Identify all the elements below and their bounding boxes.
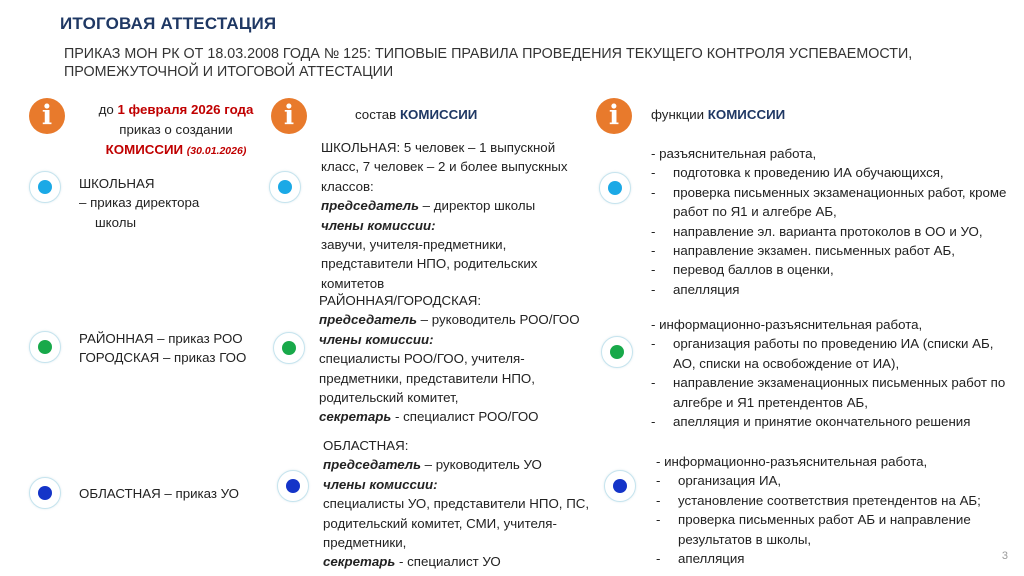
school-dot-icon [29, 171, 61, 203]
list-item: - направление экзаменационных письменных работ по алгебре и Я1 претендентов АБ, [651, 373, 1013, 412]
region-dot-icon [29, 477, 61, 509]
region-members-label: члены комиссии: [323, 476, 438, 492]
region-dot-icon [604, 470, 636, 502]
school-order-l1: ШКОЛЬНАЯ [79, 176, 155, 191]
list-item: - подготовка к проведению ИА обучающихся, [651, 163, 1011, 182]
district-dot-icon [601, 336, 633, 368]
list-item: - проверка письменных экзаменационных работ, кроме работ по Я1 и алгебре АБ, [651, 183, 1011, 222]
school-composition-intro: ШКОЛЬНАЯ: 5 человек – 1 выпускной класс, 7 человек – 2 и более выпускных классов: [321, 140, 568, 194]
region-members-text: специалисты УО, представители НПО, ПС, родительский комитет, СМИ, учителя-предметники, [323, 496, 590, 551]
school-order-l2: – приказ директора [79, 195, 200, 211]
list-item: - направление эл. варианта протоколов в ОО и УО, [651, 222, 1011, 241]
district-functions [651, 315, 1013, 431]
region-functions-intro: - информационно-разъяснительная работа, [656, 454, 928, 469]
col1-header-commission: КОМИССИИ [105, 142, 184, 157]
school-members-text: завучи, учителя-предметники, представители НПО, родительских комитетов [321, 237, 538, 291]
col2-header-bold: КОМИССИИ [399, 107, 478, 122]
list-item: - апелляция [656, 549, 1014, 568]
district-secretary-label: секретарь [319, 409, 392, 425]
region-functions [656, 452, 1014, 568]
district-members-text: специалисты РОО/ГОО, учителя-предметники, представители НПО, родительский комитет, [319, 351, 535, 406]
list-item: - апелляция и принятие окончательного решения [651, 412, 1013, 431]
deadline-date: 1 февраля 2026 года [117, 102, 254, 117]
school-members-label: члены комиссии: [321, 217, 436, 233]
region-order [79, 484, 269, 503]
list-item: - направление экзамен. письменных работ АБ, [651, 241, 1011, 260]
region-order-l1: ОБЛАСТНАЯ – приказ УО [79, 486, 240, 501]
col2-header [355, 107, 477, 122]
district-secretary-text: - специалист РОО/ГОО [391, 409, 539, 425]
school-chair-text: – директор школы [418, 198, 536, 214]
district-order-l1: РАЙОННАЯ – приказ РОО [79, 331, 243, 346]
district-chair-label: председатель [319, 312, 417, 328]
col1-header-line2: приказ о создании [119, 122, 233, 137]
region-chair-label: председатель [323, 457, 421, 473]
list-item: - апелляция [651, 280, 1011, 299]
district-composition [319, 291, 599, 427]
district-chair-text: – руководитель РОО/ГОО [416, 312, 580, 328]
school-order-l3: школы [95, 214, 137, 230]
info-icon: i [596, 98, 632, 134]
region-composition [323, 436, 591, 572]
region-dot-icon [277, 470, 309, 502]
col1-header-note: (30.01.2026) [186, 145, 247, 157]
district-functions-intro: - информационно-разъяснительная работа, [651, 317, 923, 332]
page-subtitle: ПРИКАЗ МОН РК ОТ 18.03.2008 ГОДА № 125: ТИПОВЫЕ ПРАВИЛА ПРОВЕДЕНИЯ ТЕКУЩЕГО КОНТРОЛЯ УСПЕВАЕМОСТИ, ПРОМЕЖУТОЧНОЙ И ИТОГОВОЙ АТТЕСТАЦИИ [64, 46, 913, 80]
region-composition-title: ОБЛАСТНАЯ: [323, 438, 409, 453]
list-item: - проверка письменных работ АБ и направление результатов в школы, [656, 510, 1014, 549]
info-icon: i [271, 98, 307, 134]
info-icon: i [29, 98, 65, 134]
col1-header [84, 100, 268, 161]
region-secretary-text: - специалист УО [395, 554, 501, 570]
district-order-l2: ГОРОДСКАЯ – приказ ГОО [79, 350, 247, 366]
region-secretary-label: секретарь [323, 554, 396, 570]
school-composition [321, 138, 589, 293]
school-chair-label: председатель [321, 198, 419, 214]
list-item: - организация ИА, [656, 471, 1014, 490]
col3-header-pre: функции [651, 107, 708, 122]
col3-header-bold: КОМИССИИ [707, 107, 786, 122]
district-order [79, 329, 269, 368]
school-dot-icon [269, 171, 301, 203]
school-functions-intro: - разъяснительная работа, [651, 146, 817, 161]
list-item: - установление соответствия претендентов на АБ; [656, 491, 1014, 510]
page-number: 3 [1001, 550, 1008, 562]
list-item: - организация работы по проведению ИА (списки АБ, АО, списки на освобождение от ИА), [651, 334, 1013, 373]
district-composition-title: РАЙОННАЯ/ГОРОДСКАЯ: [319, 293, 482, 308]
school-functions [651, 144, 1011, 299]
col3-header [651, 107, 785, 122]
school-dot-icon [599, 172, 631, 204]
school-order [79, 174, 259, 232]
district-dot-icon [29, 331, 61, 363]
col1-header-pre: до [98, 102, 118, 117]
region-chair-text: – руководитель УО [420, 457, 542, 473]
page-title: ИТОГОВАЯ АТТЕСТАЦИЯ [60, 14, 277, 33]
district-dot-icon [273, 332, 305, 364]
district-members-label: члены комиссии: [319, 331, 434, 347]
list-item: - перевод баллов в оценки, [651, 260, 1011, 279]
col2-header-pre: состав [355, 107, 400, 122]
